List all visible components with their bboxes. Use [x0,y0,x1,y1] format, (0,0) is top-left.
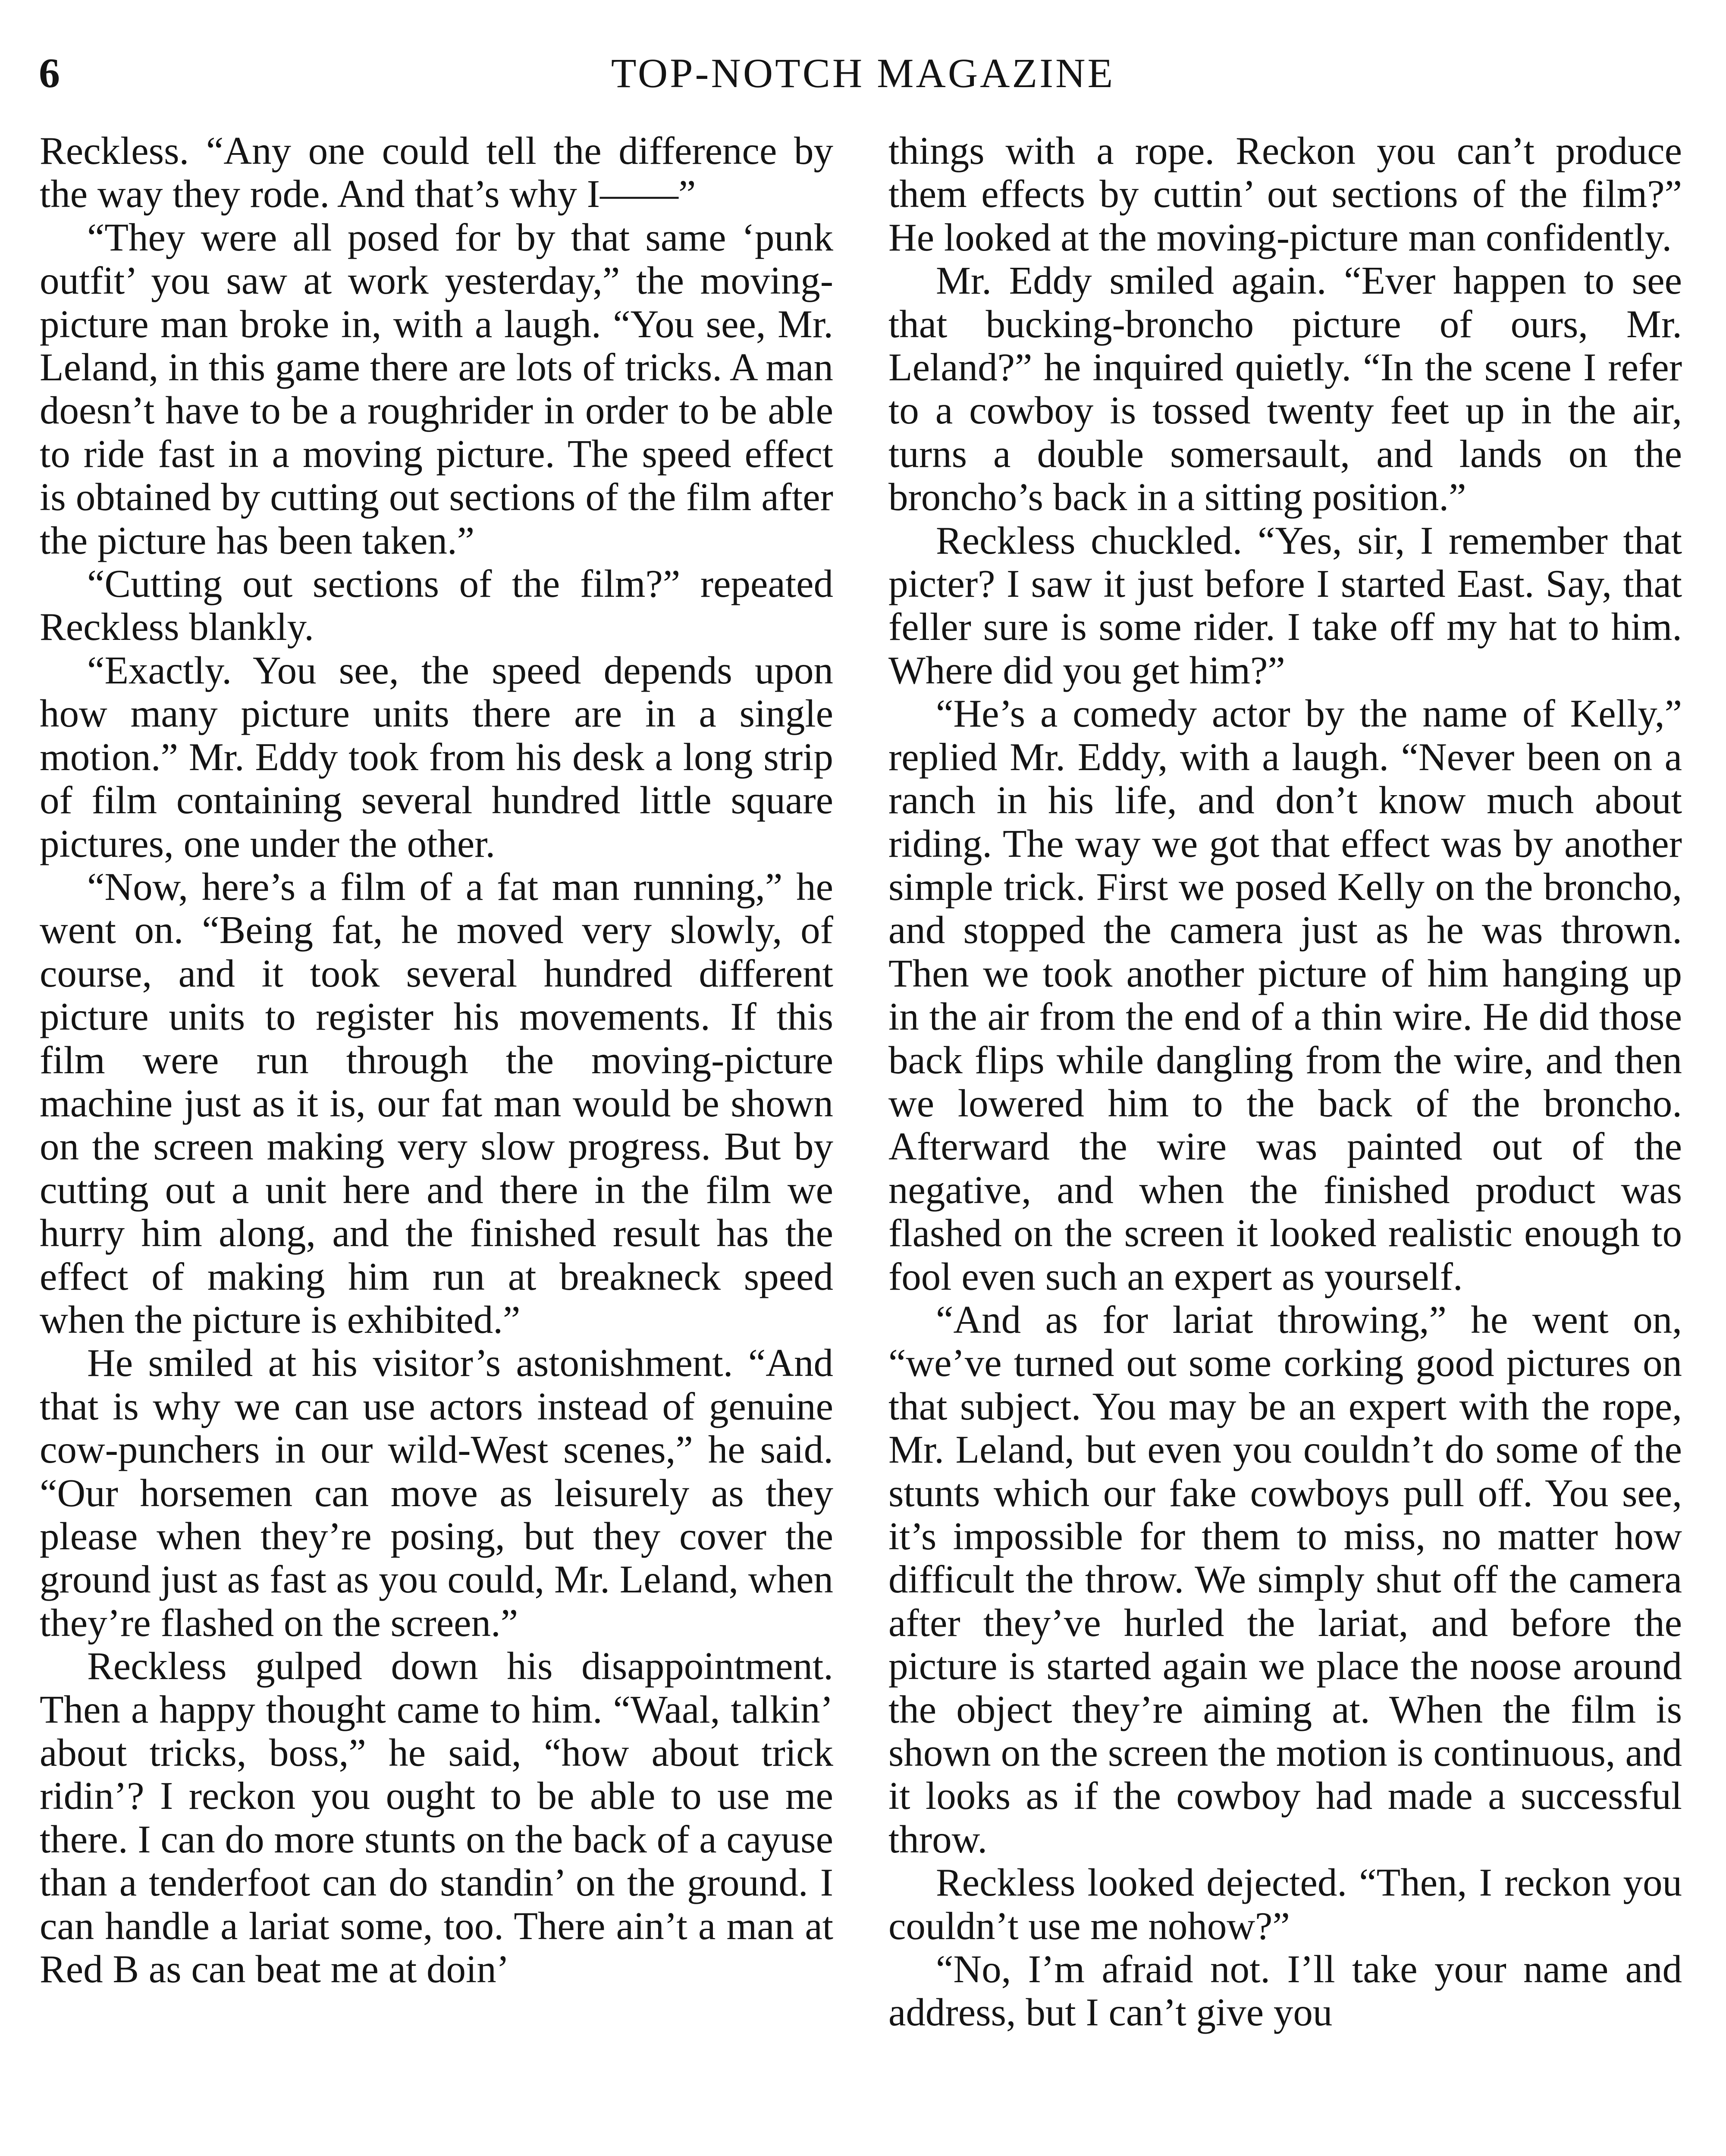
page-number: 6 [39,50,60,97]
paragraph: Reckless chuckled. “Yes, sir, I remember that picter? I saw it just before I started East. Say, that feller sure is some rider. I take off my hat to him. Where did you get him?” [888,518,1682,692]
paragraph: “He’s a comedy actor by the name of Kelly,” replied Mr. Eddy, with a laugh. “Never been on a ranch in his life, and don’t know much about riding. The way we got that effect was by another simple trick. First we posed Kelly on the broncho, and stopped the camera just as he was thrown. Then we took another picture of him hanging up in the air from the end of a thin wire. He did those back flips while dangling from the wire, and then we lowered him to the back of the broncho. Afterward the wire was painted out of the negative, and when the finished product was flashed on the screen it looked realistic enough to fool even such an expert as yourself. [888,692,1682,1298]
paragraph: “And as for lariat throwing,” he went on, “we’ve turned out some corking good pictures on that subject. You may be an expert with the rope, Mr. Leland, but even you couldn’t do some of the stunts which our fake cowboys pull off. You see, it’s impossible for them to miss, no matter how difficult the throw. We simply shut off the camera after they’ve hurled the lariat, and before the picture is started again we place the noose around the object they’re aiming at. When the film is shown on the screen the motion is continuous, and it looks as if the cowboy had made a successful throw. [888,1297,1682,1861]
running-title: TOP-NOTCH MAGAZINE [611,50,1115,96]
paragraph: Reckless looked dejected. “Then, I reckon you couldn’t use me nohow?” [888,1861,1682,1948]
page-header [39,43,1687,103]
paragraph: Mr. Eddy smiled again. “Ever happen to see that bucking-broncho picture of ours, Mr. Leland?” he inquired quietly. “In the scene I refer to a cowboy is tossed twenty feet up in the air, turns a double somersault, and lands on the broncho’s back in a sitting position.” [888,259,1682,519]
right-column [888,129,1682,2156]
paragraph: things with a rope. Reckon you can’t produce them effects by cuttin’ out sections of the film?” He looked at the moving-picture man confidently. [888,129,1682,259]
paragraph: “They were all posed for by that same ‘punk outfit’ you saw at work yesterday,” the moving-picture man broke in, with a laugh. “You see, Mr. Leland, in this game there are lots of tricks. A man doesn’t have to be a roughrider in order to be able to ride fast in a moving picture. The speed effect is obtained by cutting out sections of the film after the picture has been taken.” [40,215,833,562]
left-column [40,129,833,2156]
paragraph: “Exactly. You see, the speed depends upon how many picture units there are in a single motion.” Mr. Eddy took from his desk a long strip of film containing several hundred little square pictures, one under the other. [40,648,833,865]
paragraph: “No, I’m afraid not. I’ll take your name and address, but I can’t give you [888,1947,1682,2034]
paragraph: “Cutting out sections of the film?” repeated Reckless blankly. [40,562,833,649]
paragraph: “Now, here’s a film of a fat man running,” he went on. “Being fat, he moved very slowly, of course, and it took several hundred different picture units to register his movements. If this film were run through the moving-picture machine just as it is, our fat man would be shown on the screen making very slow progress. But by cutting out a unit here and there in the film we hurry him along, and the finished result has the effect of making him run at breakneck speed when the picture is exhibited.” [40,865,833,1341]
paragraph: Reckless gulped down his disappointment. Then a happy thought came to him. “Waal, talkin’ about tricks, boss,” he said, “how about trick ridin’? I reckon you ought to be able to use me there. I can do more stunts on the back of a cayuse than a tenderfoot can do standin’ on the ground. I can handle a lariat some, too. There ain’t a man at Red B as can beat me at doin’ [40,1644,833,1991]
paragraph: Reckless. “Any one could tell the difference by the way they rode. And that’s why I——” [40,129,833,216]
paragraph: He smiled at his visitor’s astonishment. “And that is why we can use actors instead of genuine cow-punchers in our wild-West scenes,” he said. “Our horsemen can move as leisurely as they please when they’re posing, but they cover the ground just as fast as you could, Mr. Leland, when they’re flashed on the screen.” [40,1341,833,1645]
